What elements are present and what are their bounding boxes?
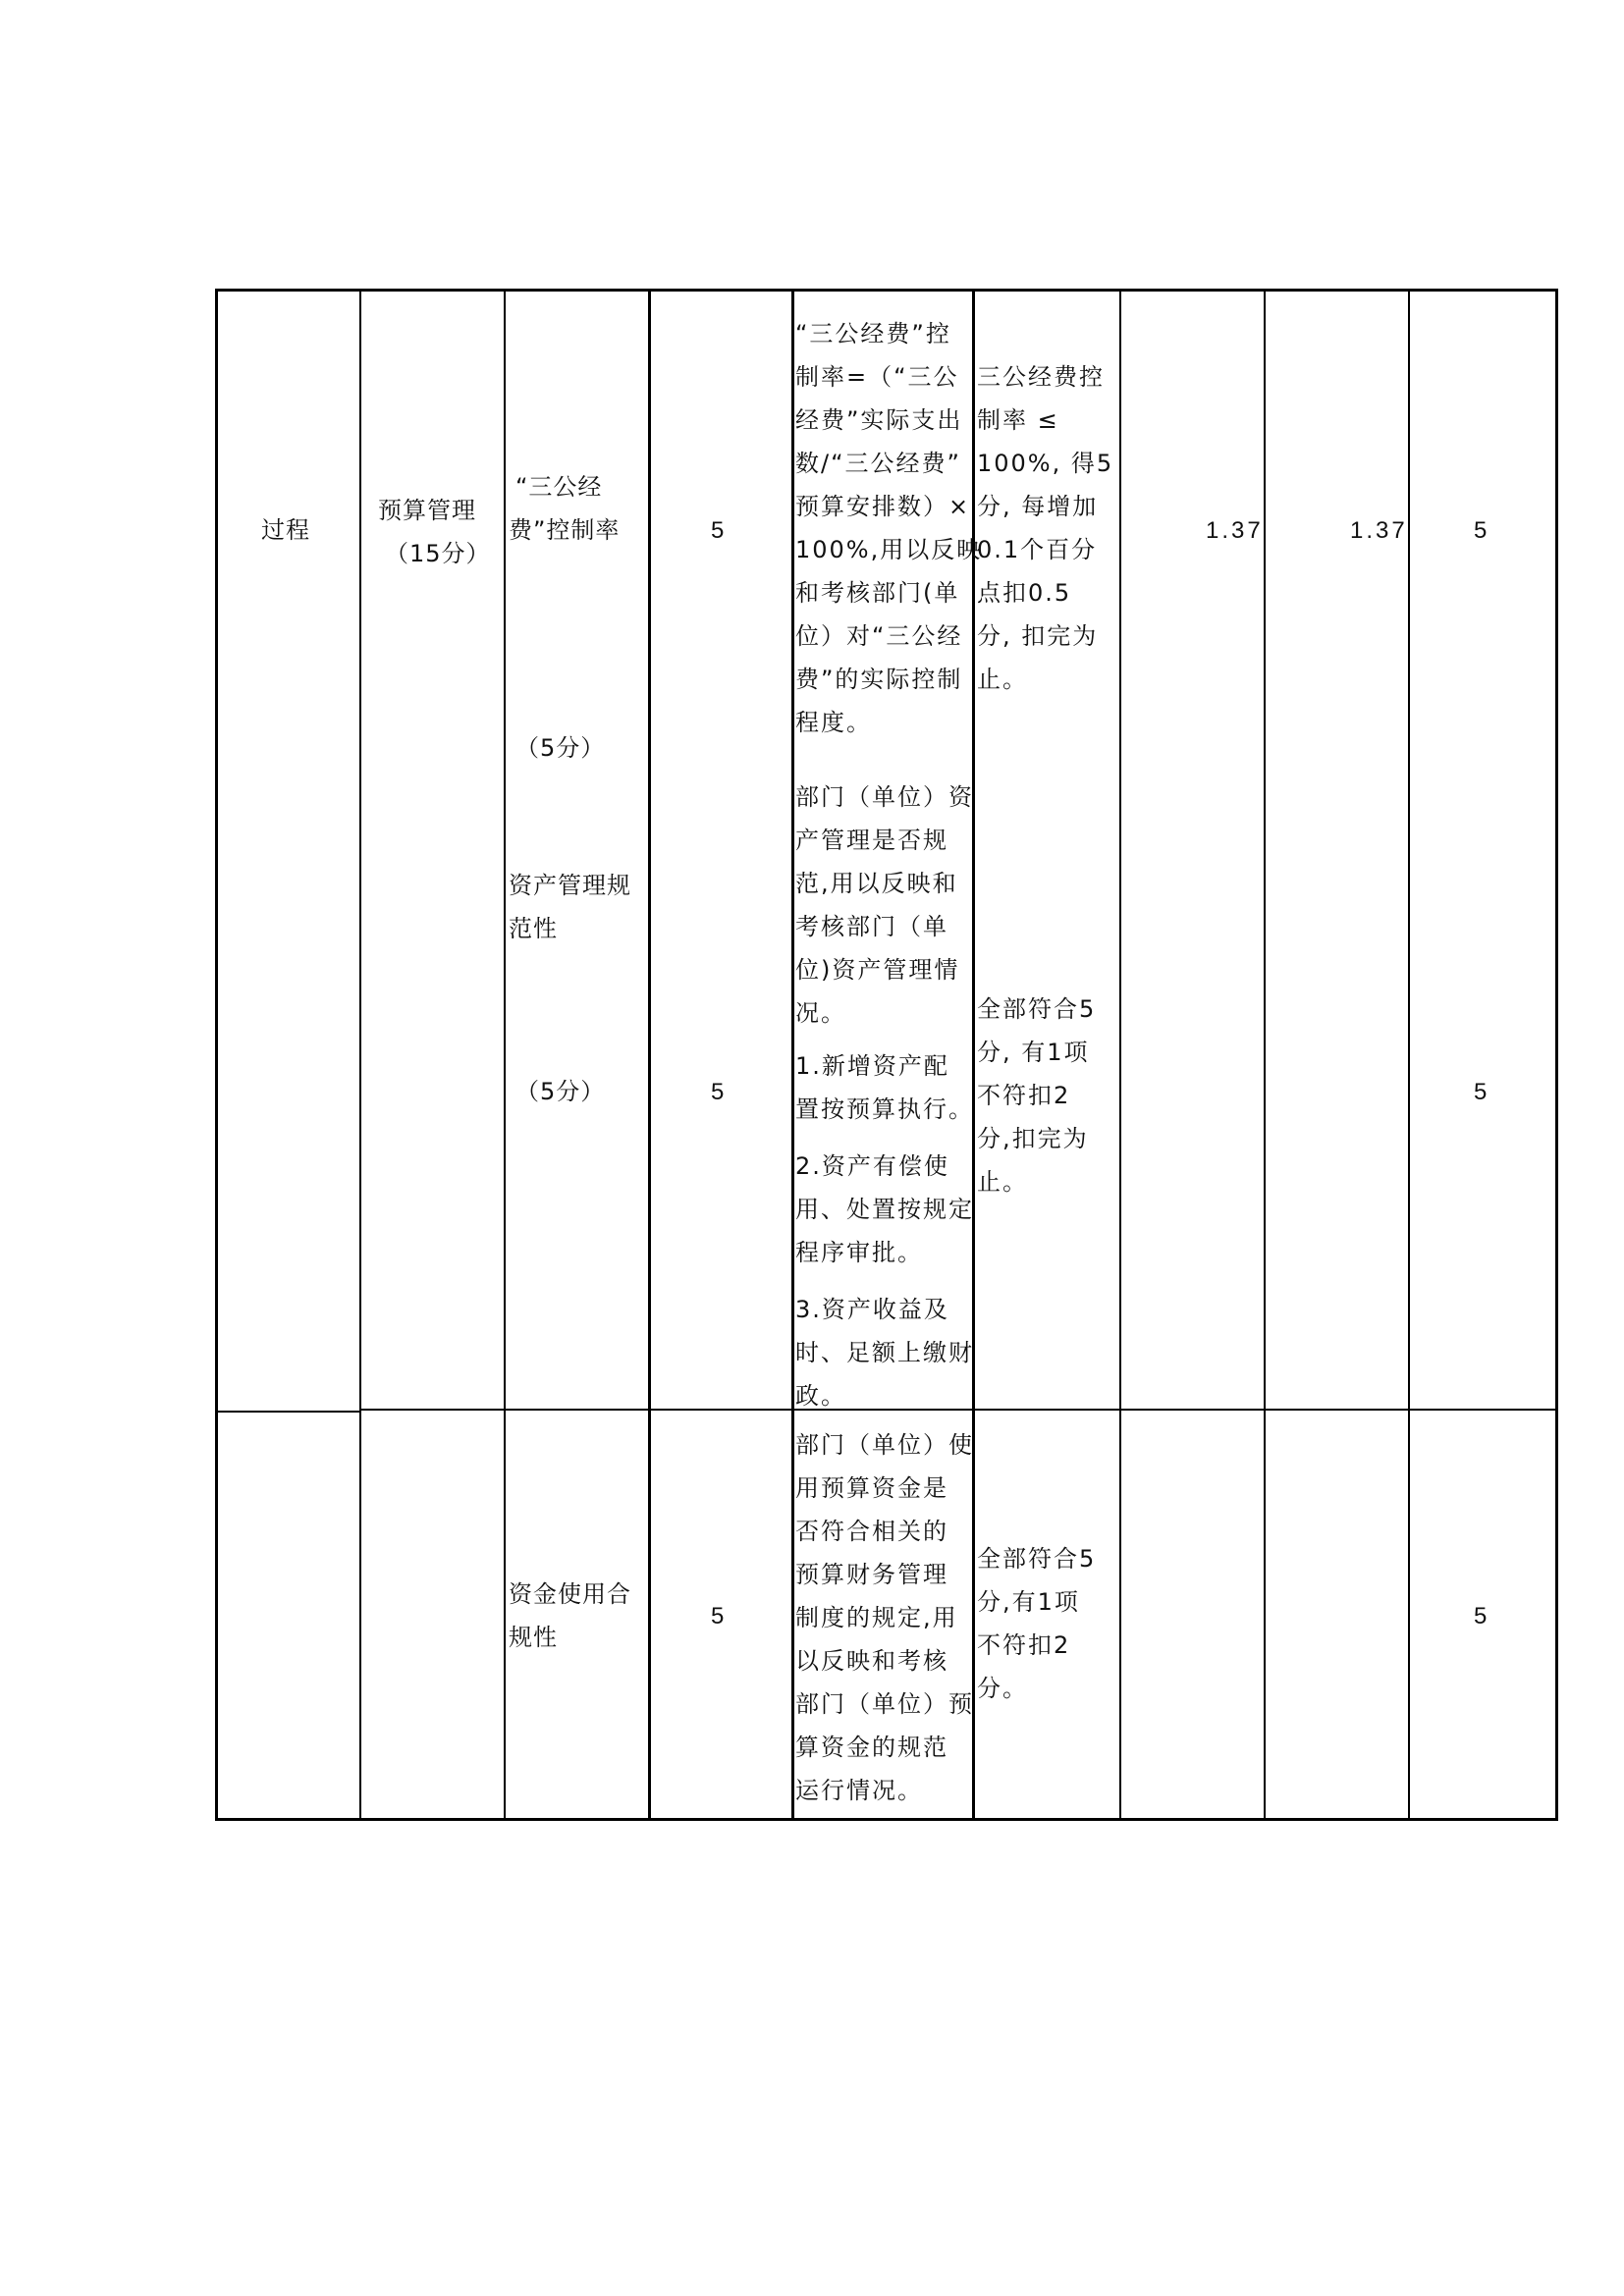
criteria-line: 分, 每增加: [977, 493, 1099, 520]
criteria-line: 止。: [977, 666, 1028, 693]
level3-indicator-points: （5分）: [515, 1078, 606, 1105]
criteria-line: 制率 ≤: [977, 406, 1059, 434]
definition-line: 费”的实际控制: [795, 666, 963, 693]
level3-indicator-line: 费”控制率: [509, 516, 621, 544]
definition-item-line: 1.新增资产配: [795, 1052, 949, 1080]
definition-line: 和考核部门(单: [795, 579, 960, 607]
definition-line: 预算财务管理: [795, 1561, 948, 1588]
criteria-line: 分,有1项: [977, 1588, 1080, 1616]
definition-line: 部门（单位）预: [795, 1690, 974, 1718]
level2-indicator-name: 预算管理: [378, 497, 476, 524]
criteria-line: 0.1个百分: [977, 536, 1098, 563]
definition-line: 运行情况。: [795, 1777, 923, 1804]
definition-line: 预算安排数）×: [795, 493, 971, 520]
criteria-line: 全部符合5: [977, 1545, 1097, 1573]
definition-line: 位)资产管理情: [795, 956, 960, 984]
level3-indicator-line: 范性: [509, 915, 558, 942]
target-value: 1.37: [1206, 517, 1264, 544]
definition-item-line: 时、足额上缴财: [795, 1339, 974, 1366]
definition-item-line: 用、处置按规定: [795, 1196, 974, 1223]
level1-indicator: 过程: [261, 516, 310, 544]
definition-line: 数/“三公经费”: [795, 450, 961, 477]
criteria-line: 分。: [977, 1675, 1028, 1702]
definition-line: 制率=（“三公: [795, 363, 959, 391]
criteria-line: 分,扣完为: [977, 1125, 1089, 1152]
level3-indicator-line: “三公经: [515, 473, 603, 501]
definition-line: 况。: [795, 999, 846, 1027]
criteria-line: 止。: [977, 1168, 1028, 1196]
definition-item-line: 政。: [795, 1382, 846, 1410]
definition-line: 用预算资金是: [795, 1474, 948, 1502]
criteria-line: 不符扣2: [977, 1631, 1071, 1659]
definition-item-line: 程序审批。: [795, 1239, 923, 1266]
weight-value: 5: [711, 1079, 725, 1105]
definition-line: 程度。: [795, 709, 872, 736]
criteria-line: 全部符合5: [977, 995, 1097, 1023]
level2-indicator-points: （15分）: [385, 540, 491, 567]
criteria-line: 不符扣2: [977, 1082, 1071, 1109]
criteria-line: 分, 扣完为: [977, 622, 1099, 650]
level3-indicator-line: 规性: [509, 1624, 558, 1651]
score-value: 5: [1474, 517, 1488, 544]
definition-line: 部门（单位）使: [795, 1431, 974, 1459]
definition-line: 100%,用以反映: [795, 536, 983, 563]
criteria-line: 点扣0.5: [977, 579, 1072, 607]
definition-line: 经费”实际支出: [795, 406, 963, 434]
level3-indicator-line: 资金使用合: [509, 1580, 631, 1608]
criteria-line: 分, 有1项: [977, 1039, 1090, 1066]
level3-indicator-line: 资产管理规: [509, 872, 631, 899]
definition-item-line: 置按预算执行。: [795, 1095, 974, 1123]
definition-line: 否符合相关的: [795, 1518, 948, 1545]
definition-line: 产管理是否规: [795, 827, 948, 854]
actual-value: 1.37: [1350, 517, 1408, 544]
definition-line: 范,用以反映和: [795, 870, 958, 897]
definition-line: 制度的规定,用: [795, 1604, 958, 1631]
definition-line: 考核部门（单: [795, 913, 948, 940]
definition-line: “三公经费”控: [795, 320, 951, 347]
level3-indicator-points: （5分）: [515, 734, 606, 762]
score-value: 5: [1474, 1603, 1488, 1629]
criteria-line: 三公经费控: [977, 363, 1105, 391]
definition-line: 位）对“三公经: [795, 622, 963, 650]
criteria-line: 100%, 得5: [977, 450, 1114, 477]
score-value: 5: [1474, 1079, 1488, 1105]
weight-value: 5: [711, 517, 725, 544]
weight-value: 5: [711, 1603, 725, 1629]
definition-line: 以反映和考核: [795, 1647, 948, 1675]
definition-line: 算资金的规范: [795, 1734, 948, 1761]
definition-line: 部门（单位）资: [795, 783, 974, 811]
definition-item-line: 3.资产收益及: [795, 1296, 949, 1323]
definition-item-line: 2.资产有偿使: [795, 1152, 949, 1180]
